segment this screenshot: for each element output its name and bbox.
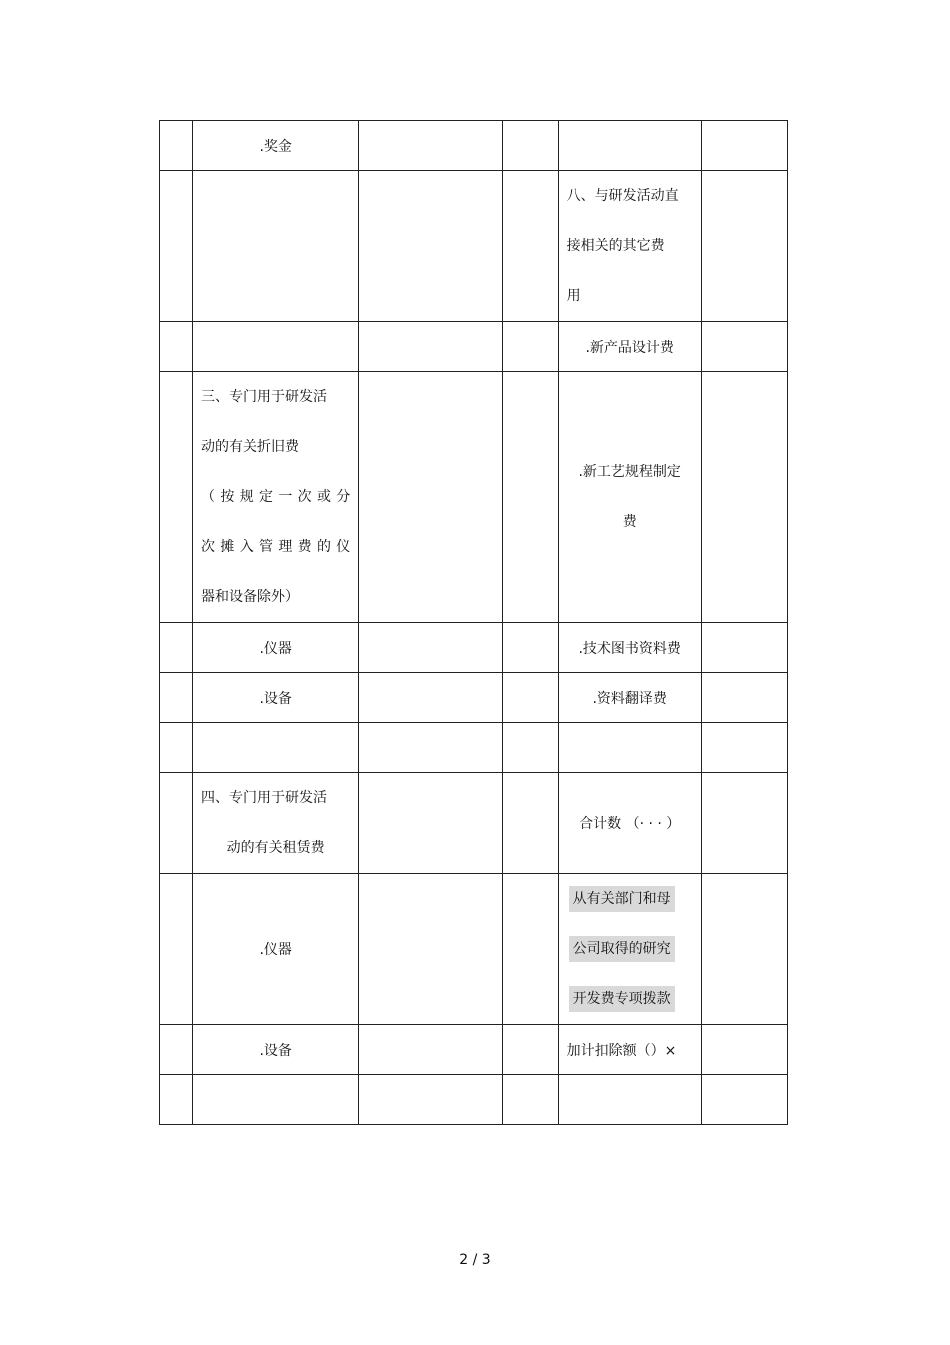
special-funding: 从有关部门和母 公司取得的研究 开发费专项拨款 (558, 874, 701, 1025)
table-row (160, 171, 788, 322)
item-equipment: .设备 (193, 673, 359, 723)
item-tech-books: .技术图书资料费 (558, 623, 701, 673)
table-row (160, 322, 788, 372)
item-instruments: .仪器 (193, 623, 359, 673)
item-translation: .资料翻译费 (558, 673, 701, 723)
table-row (160, 773, 788, 874)
item-bonus: .奖金 (193, 121, 359, 171)
page-number: 2 / 3 (459, 1252, 491, 1268)
total-count: 合计数 （· · · ） (558, 773, 701, 874)
item-new-product-design: .新产品设计费 (558, 322, 701, 372)
table-row (160, 372, 788, 623)
item-lease-instruments: .仪器 (193, 874, 359, 1025)
section-other-expenses: 八、与研发活动直 接相关的其它费 用 (558, 171, 701, 322)
item-lease-equipment: .设备 (193, 1025, 359, 1075)
item-new-process-rules: .新工艺规程制定 费 (558, 372, 701, 623)
section-lease: 四、专门用于研发活 动的有关租赁费 (193, 773, 359, 874)
additional-deduction: 加计扣除额（）× (558, 1025, 701, 1075)
expense-table (159, 120, 788, 1125)
table-row (160, 121, 788, 171)
table-row (160, 1075, 788, 1125)
table-row (160, 673, 788, 723)
section-depreciation: 三、专门用于研发活 动的有关折旧费 （按规定一次或分 次摊入管理费的仪 器和设备除外） (193, 372, 359, 623)
table-row (160, 723, 788, 773)
table-row (160, 623, 788, 673)
table-row (160, 874, 788, 1025)
table-row (160, 1025, 788, 1075)
